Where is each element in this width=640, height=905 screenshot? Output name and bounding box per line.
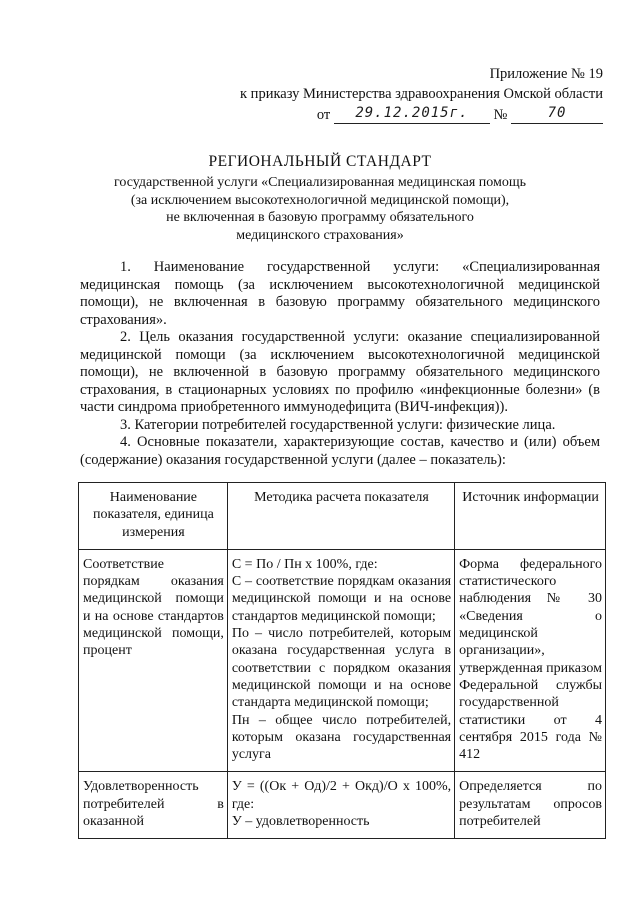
column-header-indicator: Наименование показателя, единица измерения: [79, 483, 228, 550]
number-label: №: [493, 107, 508, 123]
paragraph-main-indicators: 4. Основные показатели, характеризующие состав, качество и (или) объем (содержание) оказания государственной услуги (далее – показатель):: [80, 434, 600, 468]
table-header-row: [79, 483, 606, 550]
source-cell: Форма федерального статистического наблюдения № 30 «Сведения о медицинской организации», утвержденная приказом Федеральной службы государственной статистики от 4 сентября 2015 года № 412: [455, 549, 606, 772]
source-cell: Определяется по результатам опросов потребителей: [455, 772, 606, 839]
table-row: [79, 772, 606, 839]
handwritten-number: 70: [547, 105, 567, 121]
method-formula: У = ((Ок + Од)/2 + Окд)/О х 100%, где:: [231, 779, 452, 812]
column-header-method: Методика расчета показателя: [227, 483, 454, 550]
subtitle-line: не включенная в базовую программу обязательного: [166, 210, 474, 225]
subtitle-line: (за исключением высокотехнологичной медицинской помощи),: [130, 192, 510, 208]
indicator-name-cell: Удовлетворенность потребителей в оказанной: [79, 772, 228, 839]
subtitle-line: медицинского страхования»: [236, 227, 404, 243]
column-header-source: Источник информации: [455, 483, 606, 550]
document-subtitle: [80, 174, 560, 244]
handwritten-date: 29.12.2015г.: [355, 105, 469, 121]
paragraph-service-name: 1. Наименование государственной услуги: «Специализированная медицинская помощь (за исключением высокотехнологичной медицинской помощи), не включенная в базовую программу обязательного медицинского страхования».: [80, 259, 600, 328]
method-cell: [227, 772, 454, 839]
method-definition: Пн – общее число потребителей, которым оказана государственная услуга: [231, 712, 452, 763]
from-label: от: [316, 107, 331, 123]
indicator-name-cell: Соответствие порядкам оказания медицинской помощи и на основе стандартов медицинской помощи, процент: [79, 549, 228, 772]
number-field: [511, 106, 603, 124]
paragraph-consumer-categories: 3. Категории потребителей государственной услуги: физические лица.: [120, 416, 556, 433]
document-body: [80, 259, 600, 469]
order-reference: к приказу Министерства здравоохранения Омской области: [240, 86, 603, 102]
method-cell: [227, 549, 454, 772]
date-field: [334, 106, 490, 124]
appendix-number: Приложение № 19: [489, 66, 603, 82]
method-definition: С – соответствие порядкам оказания медицинской помощи и на основе стандартов медицинской помощи;: [231, 574, 452, 624]
method-formula: С = По / Пн х 100%, где:: [231, 556, 378, 572]
subtitle-line: государственной услуги «Специализированная медицинская помощь: [113, 175, 527, 190]
table-row: [79, 549, 606, 772]
method-definition: По – число потребителей, которым оказана государственная услуга в соответствии с порядком оказания медицинской помощи и на основе стандарта медицинской помощи;: [231, 626, 452, 711]
document-title: РЕГИОНАЛЬНЫЙ СТАНДАРТ: [208, 153, 432, 170]
order-date-line: [317, 106, 603, 124]
paragraph-service-goal: 2. Цель оказания государственной услуги: оказание специализированной медицинской помощи (за исключением высокотехнологичной медицинской помощи), не включенной в базовую программу обязательного медицинского страхования, в стационарных условиях по профилю «инфекционные болезни» (в части синдрома приобретенного иммунодефицита (ВИЧ-инфекция)).: [80, 329, 600, 415]
method-definition: У – удовлетворенность: [231, 814, 370, 830]
indicators-table: [78, 482, 606, 839]
